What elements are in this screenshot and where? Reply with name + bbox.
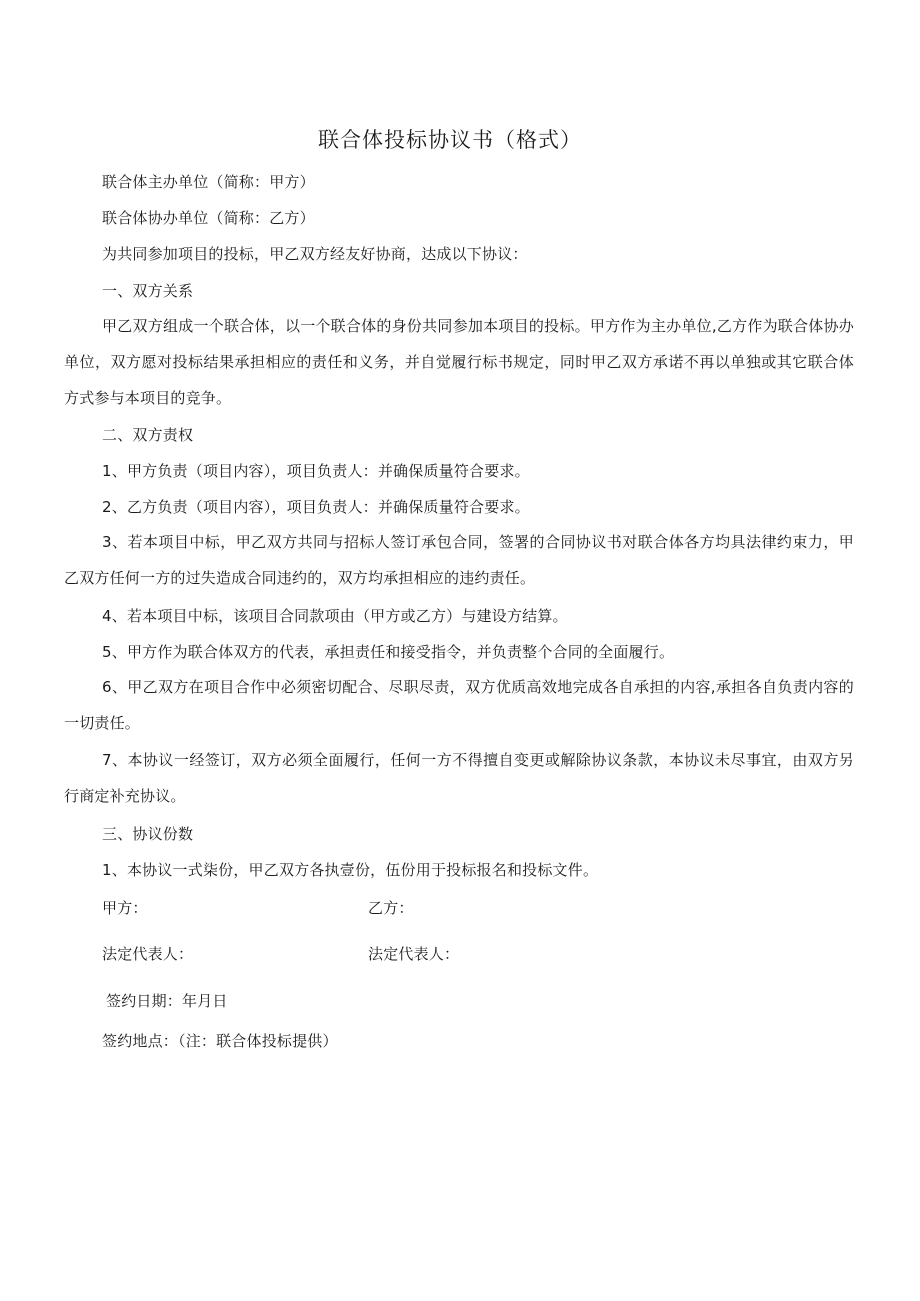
section2-item-6: 6、甲乙双方在项目合作中必须密切配合、尽职尽责，双方优质高效地完成各自承担的内容,承担各自负责内容的一切责任。 (64, 678, 854, 732)
assist-party-line: 联合体协办单位（简称：乙方） (102, 209, 315, 227)
section2-item-5: 5、甲方作为联合体双方的代表，承担责任和接受指令，并负责整个合同的全面履行。 (102, 643, 675, 661)
section2-item-4: 4、若本项目中标，该项目合同款项由（甲方或乙方）与建设方结算。 (102, 607, 568, 625)
signing-place-label: 签约地点：（注：联合体投标提供） (102, 1032, 338, 1050)
section2-item-3: 3、若本项目中标，甲乙双方共同与招标人签订承包合同，签署的合同协议书对联合体各方均具法律约束力，甲乙双方任何一方的过失造成合同违约的，双方均承担相应的违约责任。 (64, 533, 854, 587)
document-title: 联合体投标协议书（格式） (318, 128, 582, 152)
section3-item-1: 1、本协议一式柒份，甲乙双方各执壹份，伍份用于投标报名和投标文件。 (102, 861, 599, 879)
section3-heading: 三、协议份数 (102, 825, 194, 843)
section2-item-2: 2、乙方负责（项目内容），项目负责人：并确保质量符合要求。 (102, 498, 530, 516)
signing-date-label: 签约日期：年月日 (106, 992, 228, 1010)
intro-line: 为共同参加项目的投标，甲乙双方经友好协商，达成以下协议： (102, 245, 528, 263)
section2-item-7: 7、本协议一经签订，双方必须全面履行，任何一方不得擅自变更或解除协议条款，本协议未尽事宜，由双方另行商定补充协议。 (64, 751, 854, 805)
section1-heading: 一、双方关系 (102, 282, 194, 300)
party-b-signature-label: 乙方： (368, 899, 414, 917)
section2-heading: 二、双方责权 (102, 426, 194, 444)
party-a-representative-label: 法定代表人： (102, 945, 194, 963)
lead-party-line: 联合体主办单位（简称：甲方） (102, 173, 315, 191)
party-b-representative-label: 法定代表人： (368, 945, 460, 963)
party-a-signature-label: 甲方： (102, 899, 148, 917)
section1-body: 甲乙双方组成一个联合体，以一个联合体的身份共同参加本项目的投标。甲方作为主办单位,乙方作为联合体协办单位，双方愿对投标结果承担相应的责任和义务，并自觉履行标书规定，同时甲乙双方承诺不再以单独或其它联合体方式参与本项目的竞争。 (64, 317, 854, 407)
section2-item-1: 1、甲方负责（项目内容），项目负责人：并确保质量符合要求。 (102, 462, 530, 480)
